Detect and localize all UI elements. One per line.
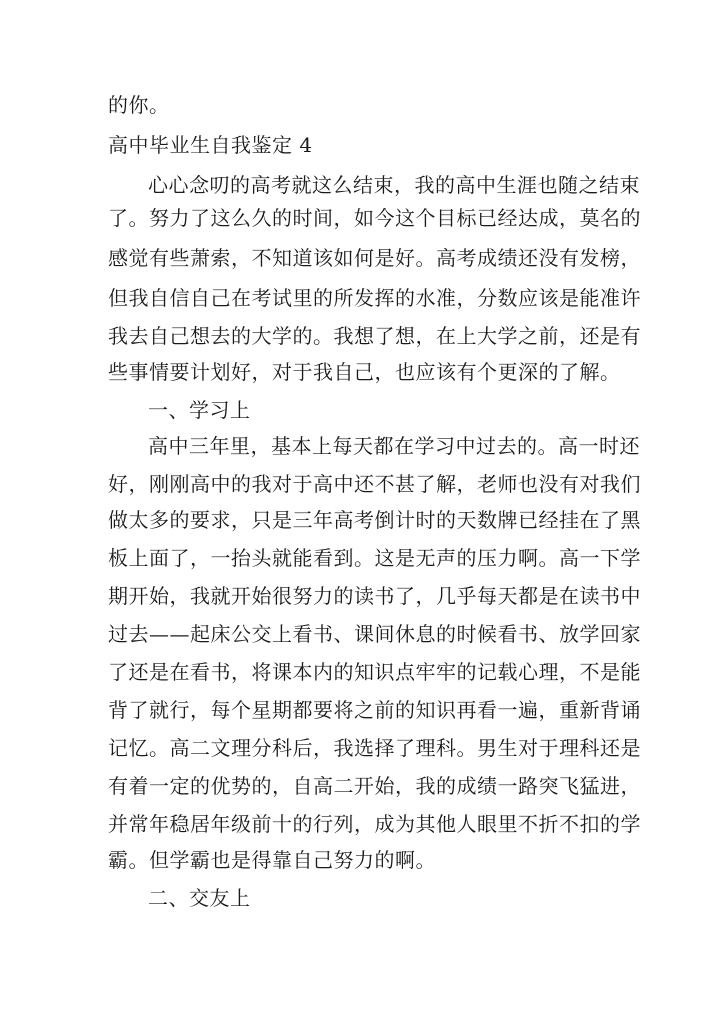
paragraph-line: 板上面了，一抬头就能看到。这是无声的压力啊。高一下学 (108, 546, 641, 570)
text-line-closing: 的你。 (108, 93, 170, 117)
paragraph-line: 些事情要计划好，对于我自己，也应该有个更深的了解。 (108, 360, 621, 384)
paragraph-line: 但我自信自己在考试里的所发挥的水准，分数应该是能准许 (108, 286, 641, 310)
paragraph-line: 有着一定的优势的，自高二开始，我的成绩一路突飞猛进， (108, 774, 641, 798)
paragraph-line: 过去——起床公交上看书、课间休息的时候看书、放学回家 (108, 622, 641, 646)
paragraph-line: 霸。但学霸也是得靠自己努力的啊。 (108, 848, 436, 872)
paragraph-line: 高中三年里，基本上每天都在学习中过去的。高一时还 (148, 434, 640, 458)
paragraph-line: 期开始，我就开始很努力的读书了，几乎每天都是在读书中 (108, 584, 641, 608)
section-title: 高中毕业生自我鉴定 4 (108, 133, 313, 157)
paragraph-line: 我去自己想去的大学的。我想了想，在上大学之前，还是有 (108, 324, 641, 348)
paragraph-line: 背了就行，每个星期都要将之前的知识再看一遍，重新背诵 (108, 698, 641, 722)
paragraph-line: 好，刚刚高中的我对于高中还不甚了解，老师也没有对我们 (108, 472, 641, 496)
paragraph-line: 记忆。高二文理分科后，我选择了理科。男生对于理科还是 (108, 736, 641, 760)
paragraph-line: 了。努力了这么久的时间，如今这个目标已经达成，莫名的 (108, 206, 641, 230)
paragraph-line: 了还是在看书，将课本内的知识点牢牢的记载心理，不是能 (108, 660, 641, 684)
paragraph-line: 做太多的要求，只是三年高考倒计时的天数牌已经挂在了黑 (108, 508, 641, 532)
paragraph-line: 感觉有些萧索，不知道该如何是好。高考成绩还没有发榜， (108, 246, 641, 270)
paragraph-line: 心心念叨的高考就这么结束，我的高中生涯也随之结束 (148, 173, 640, 197)
paragraph-line: 并常年稳居年级前十的行列，成为其他人眼里不折不扣的学 (108, 812, 641, 836)
subheading-friends: 二、交友上 (148, 886, 251, 910)
subheading-study: 一、学习上 (148, 398, 251, 422)
